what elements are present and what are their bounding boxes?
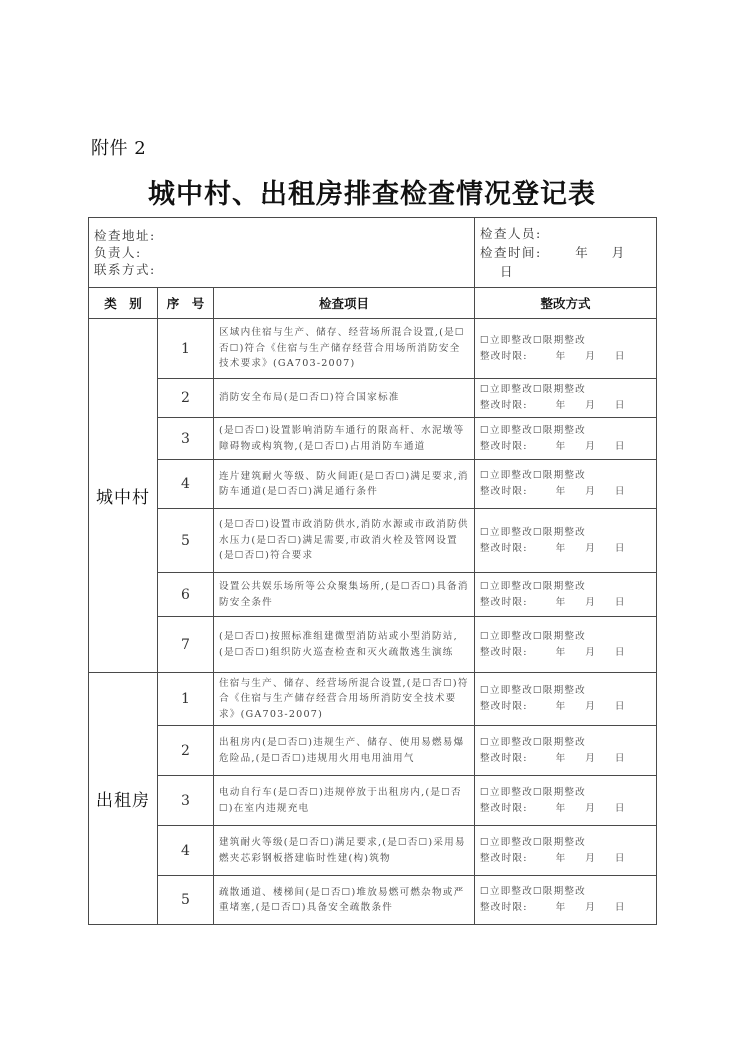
fix-options[interactable]: ☐立即整改☐限期整改 — [480, 384, 586, 395]
category-cell: 出租房 — [89, 673, 158, 925]
fix-method-cell — [475, 509, 657, 573]
deadline-label: 整改时限: — [480, 486, 528, 497]
year-label: 年 — [555, 701, 566, 712]
month-label: 月 — [611, 245, 625, 260]
fix-options[interactable]: ☐立即整改☐限期整改 — [480, 630, 586, 642]
fix-method-cell — [475, 460, 657, 509]
header-row — [89, 288, 657, 319]
fix-deadline[interactable] — [480, 439, 651, 455]
day-label: 日 — [614, 852, 625, 864]
deadline-label: 整改时限: — [480, 596, 528, 608]
fix-options[interactable]: ☐立即整改☐限期整改 — [480, 580, 586, 592]
category-cell: 城中村 — [89, 319, 158, 673]
day-label: 日 — [614, 701, 625, 712]
fix-deadline[interactable] — [480, 595, 651, 611]
fix-deadline[interactable] — [480, 801, 651, 817]
deadline-label: 整改时限: — [480, 542, 528, 554]
attachment-number: 2 — [134, 138, 147, 159]
year-label: 年 — [555, 400, 566, 411]
fix-method-cell — [475, 876, 657, 925]
fix-deadline[interactable] — [480, 541, 651, 557]
day-label: 日 — [614, 752, 625, 764]
deadline-label: 整改时限: — [480, 440, 528, 452]
year-label: 年 — [555, 350, 566, 362]
fix-deadline[interactable] — [480, 699, 651, 715]
day-label: 日 — [500, 264, 513, 279]
seq-cell: 5 — [158, 876, 214, 925]
day-label: 日 — [614, 440, 625, 452]
inspection-time-field[interactable] — [480, 243, 651, 281]
year-label: 年 — [555, 646, 566, 658]
day-label: 日 — [614, 350, 625, 362]
fix-method-cell — [475, 726, 657, 776]
deadline-label: 整改时限: — [480, 802, 528, 814]
day-label: 日 — [614, 486, 625, 497]
item-cell: 设置公共娱乐场所等公众聚集场所,(是☐否☐)具备消防安全条件 — [214, 573, 475, 617]
table-row — [89, 617, 657, 673]
fix-deadline[interactable] — [480, 484, 651, 500]
seq-cell: 3 — [158, 418, 214, 460]
deadline-label: 整改时限: — [480, 646, 528, 658]
deadline-label: 整改时限: — [480, 852, 528, 864]
year-label: 年 — [555, 596, 566, 608]
item-cell: 建筑耐火等级(是☐否☐)满足要求,(是☐否☐)采用易燃夹芯彩钢板搭建临时性建(构)筑物 — [214, 826, 475, 876]
fix-options[interactable]: ☐立即整改☐限期整改 — [480, 886, 586, 897]
fix-deadline[interactable] — [480, 851, 651, 867]
month-label: 月 — [585, 646, 595, 658]
table-row — [89, 379, 657, 418]
year-label: 年 — [555, 542, 566, 554]
fix-deadline[interactable] — [480, 349, 651, 365]
attachment-label — [91, 134, 146, 160]
month-label: 月 — [585, 852, 595, 864]
item-cell: 出租房内(是☐否☐)违规生产、储存、使用易燃易爆危险品,(是☐否☐)违规用火用电用油用气 — [214, 726, 475, 776]
seq-cell: 7 — [158, 617, 214, 673]
seq-cell: 1 — [158, 673, 214, 726]
seq-cell: 5 — [158, 509, 214, 573]
deadline-label: 整改时限: — [480, 902, 528, 913]
day-label: 日 — [614, 596, 625, 608]
seq-cell: 6 — [158, 573, 214, 617]
info-left-cell — [89, 218, 475, 288]
item-cell: (是☐否☐)设置市政消防供水,消防水源或市政消防供水压力(是☐否☐)满足需要,市政消火栓及管网设置(是☐否☐)符合要求 — [214, 509, 475, 573]
month-label: 月 — [585, 902, 595, 913]
table-row — [89, 418, 657, 460]
item-cell: (是☐否☐)按照标准组建微型消防站或小型消防站,(是☐否☐)组织防火巡查检查和灭火疏散逃生演练 — [214, 617, 475, 673]
month-label: 月 — [585, 486, 595, 497]
inspection-time-label: 检查时间: — [480, 245, 542, 260]
fix-method-cell — [475, 826, 657, 876]
month-label: 月 — [585, 350, 595, 362]
fix-options[interactable]: ☐立即整改☐限期整改 — [480, 334, 586, 346]
fix-method-cell — [475, 617, 657, 673]
header-seq: 序 号 — [158, 288, 214, 319]
year-label: 年 — [555, 752, 566, 764]
table-row — [89, 509, 657, 573]
fix-options[interactable]: ☐立即整改☐限期整改 — [480, 836, 586, 848]
table-row — [89, 673, 657, 726]
fix-deadline[interactable] — [480, 398, 651, 414]
item-cell: 连片建筑耐火等级、防火间距(是☐否☐)满足要求,消防车通道(是☐否☐)满足通行条件 — [214, 460, 475, 509]
deadline-label: 整改时限: — [480, 752, 528, 764]
deadline-label: 整改时限: — [480, 701, 528, 712]
table-row — [89, 876, 657, 925]
fix-deadline[interactable] — [480, 900, 651, 916]
deadline-label: 整改时限: — [480, 400, 528, 411]
fix-options[interactable]: ☐立即整改☐限期整改 — [480, 526, 586, 538]
year-label: 年 — [575, 245, 588, 260]
seq-cell: 2 — [158, 379, 214, 418]
fix-method-cell — [475, 319, 657, 379]
month-label: 月 — [585, 802, 595, 814]
fix-method-cell — [475, 776, 657, 826]
seq-cell: 3 — [158, 776, 214, 826]
address-field[interactable]: 检查地址: — [94, 228, 156, 243]
attachment-text: 附件 — [91, 138, 128, 159]
header-item: 检查项目 — [214, 288, 475, 319]
year-label: 年 — [555, 802, 566, 814]
deadline-label: 整改时限: — [480, 350, 528, 362]
year-label: 年 — [555, 902, 566, 913]
year-label: 年 — [555, 852, 566, 864]
month-label: 月 — [585, 596, 595, 608]
seq-cell: 4 — [158, 826, 214, 876]
info-right-cell — [475, 218, 657, 288]
year-label: 年 — [555, 440, 566, 452]
fix-options[interactable]: ☐立即整改☐限期整改 — [480, 470, 586, 481]
month-label: 月 — [585, 701, 595, 712]
table-row — [89, 460, 657, 509]
month-label: 月 — [585, 752, 595, 764]
fix-method-cell — [475, 673, 657, 726]
info-row — [89, 218, 657, 288]
fix-method-cell — [475, 379, 657, 418]
seq-cell: 4 — [158, 460, 214, 509]
header-category: 类 别 — [89, 288, 158, 319]
header-method: 整改方式 — [475, 288, 657, 319]
seq-cell: 1 — [158, 319, 214, 379]
day-label: 日 — [614, 646, 625, 658]
fix-method-cell — [475, 573, 657, 617]
table-row — [89, 573, 657, 617]
table-row — [89, 776, 657, 826]
month-label: 月 — [585, 542, 595, 554]
fix-options[interactable]: ☐立即整改☐限期整改 — [480, 685, 586, 696]
fix-deadline[interactable] — [480, 751, 651, 767]
item-cell: 住宿与生产、储存、经营场所混合设置,(是☐否☐)符合《住宿与生产储存经营合用场所消防安全技术要求》(GA703-2007) — [214, 673, 475, 726]
item-cell: 疏散通道、楼梯间(是☐否☐)堆放易燃可燃杂物或严重堵塞,(是☐否☐)具备安全疏散条件 — [214, 876, 475, 925]
item-cell: 电动自行车(是☐否☐)违规停放于出租房内,(是☐否☐)在室内违规充电 — [214, 776, 475, 826]
fix-method-cell — [475, 418, 657, 460]
fix-options[interactable]: ☐立即整改☐限期整改 — [480, 424, 586, 436]
year-label: 年 — [555, 486, 566, 497]
fix-options[interactable]: ☐立即整改☐限期整改 — [480, 786, 586, 798]
inspection-register-table — [88, 217, 657, 925]
item-cell: 区域内住宿与生产、储存、经营场所混合设置,(是☐否☐)符合《住宿与生产储存经营合用场所消防安全技术要求》(GA703-2007) — [214, 319, 475, 379]
fix-deadline[interactable] — [480, 645, 651, 661]
table-row — [89, 726, 657, 776]
item-cell: (是☐否☐)设置影响消防车通行的限高杆、水泥墩等障碍物或构筑物,(是☐否☐)占用消防车通道 — [214, 418, 475, 460]
day-label: 日 — [614, 400, 625, 411]
contact-field[interactable]: 联系方式: — [94, 262, 156, 277]
table-row — [89, 826, 657, 876]
day-label: 日 — [614, 802, 625, 814]
fix-options[interactable]: ☐立即整改☐限期整改 — [480, 736, 586, 748]
inspector-field[interactable]: 检查人员: — [480, 226, 542, 241]
day-label: 日 — [614, 902, 625, 913]
item-cell: 消防安全布局(是☐否☐)符合国家标准 — [214, 379, 475, 418]
table-row — [89, 319, 657, 379]
month-label: 月 — [585, 400, 595, 411]
seq-cell: 2 — [158, 726, 214, 776]
person-in-charge-field[interactable]: 负责人: — [94, 245, 142, 260]
month-label: 月 — [585, 440, 595, 452]
day-label: 日 — [614, 542, 625, 554]
page-title: 城中村、出租房排查检查情况登记表 — [148, 179, 596, 210]
